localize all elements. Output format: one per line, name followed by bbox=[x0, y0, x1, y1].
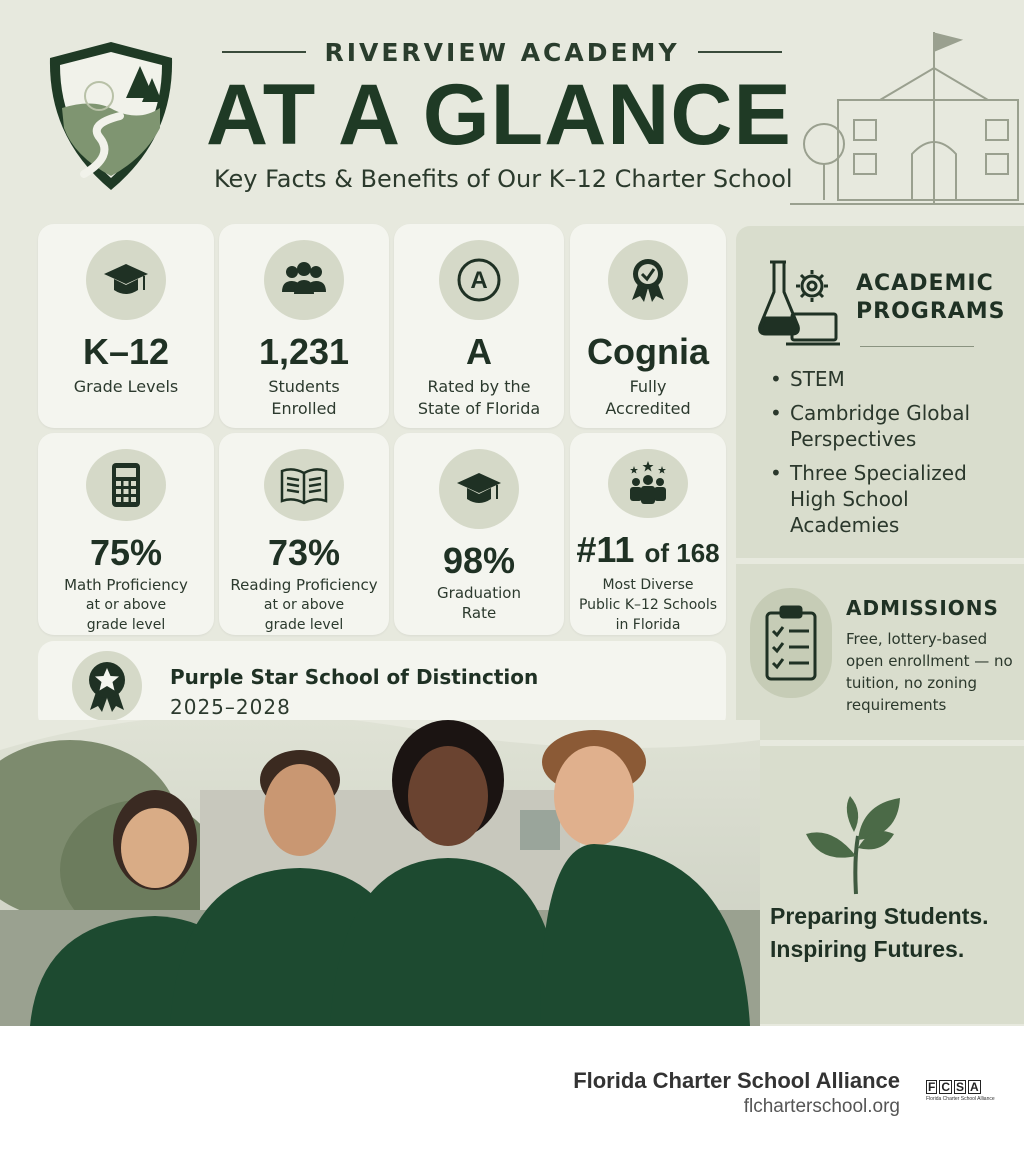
stat-value: 75% bbox=[89, 532, 163, 573]
stat-label: Grade Levels bbox=[73, 377, 179, 396]
stat-card-graduation bbox=[394, 433, 564, 635]
tagline: Preparing Students. Inspiring Futures. bbox=[770, 903, 989, 962]
logo-letter: C bbox=[941, 1080, 951, 1094]
admissions-text: Free, lottery-based open enrollment — no tuition, no zoning requirements bbox=[846, 630, 1013, 714]
stat-rank: #11 bbox=[576, 529, 635, 570]
graduation-cap-icon bbox=[86, 240, 166, 320]
stat-value: Cognia bbox=[587, 331, 709, 372]
school-crest-icon bbox=[44, 38, 178, 194]
logo-letters bbox=[926, 1080, 998, 1094]
academic-programs-panel bbox=[736, 226, 1024, 558]
logo-letter: F bbox=[928, 1080, 936, 1094]
stat-value: K–12 bbox=[82, 331, 170, 372]
stat-value: A bbox=[466, 331, 492, 372]
stat-label: Math Proficiency bbox=[64, 576, 188, 594]
stat-rank-suffix: of 168 bbox=[644, 538, 720, 568]
stat-card-grade-levels bbox=[38, 224, 214, 428]
organization-name: Florida Charter School Alliance bbox=[573, 1068, 900, 1093]
accreditation-ribbon-icon bbox=[608, 240, 688, 320]
list-item: • Three Specialized High School Academies bbox=[766, 460, 1016, 538]
people-group-icon bbox=[264, 240, 344, 320]
academic-programs-heading: ACADEMIC PROGRAMS bbox=[856, 271, 1006, 324]
open-book-icon bbox=[264, 449, 344, 521]
stat-card-math bbox=[38, 433, 214, 635]
divider bbox=[222, 51, 306, 53]
banner-title: Purple Star School of Distinction bbox=[170, 665, 539, 689]
stat-label: Students Enrolled bbox=[268, 377, 340, 418]
stat-value: 98% bbox=[442, 540, 516, 581]
stat-label: Graduation Rate bbox=[437, 584, 521, 622]
clipboard-checklist-icon bbox=[750, 588, 832, 698]
program-list bbox=[766, 366, 1016, 546]
star-medal-icon bbox=[72, 651, 142, 721]
logo-letter: S bbox=[956, 1080, 965, 1094]
page-subtitle: Key Facts & Benefits of Our K–12 Charter School bbox=[214, 165, 793, 193]
stat-value bbox=[576, 530, 719, 573]
admissions-panel bbox=[736, 564, 1024, 740]
graduation-cap-icon bbox=[439, 449, 519, 529]
stat-label: Reading Proficiency bbox=[230, 576, 378, 594]
stat-label: Rated by the State of Florida bbox=[417, 377, 541, 418]
banner-years: 2025–2028 bbox=[170, 695, 291, 719]
footer bbox=[0, 1026, 1024, 1154]
stat-card-diversity bbox=[570, 433, 726, 635]
svg-text:A: A bbox=[470, 267, 488, 294]
stat-value: 1,231 bbox=[258, 331, 350, 372]
page-title: AT A GLANCE bbox=[206, 67, 792, 163]
science-lab-icon bbox=[756, 256, 842, 348]
stat-value: 73% bbox=[267, 532, 341, 573]
stat-card-state-rating bbox=[394, 224, 564, 428]
stat-card-students bbox=[219, 224, 389, 428]
list-item: • STEM bbox=[766, 366, 1016, 392]
school-name: RIVERVIEW ACADEMY bbox=[324, 37, 680, 67]
divider bbox=[860, 346, 974, 347]
list-item: • Cambridge Global Perspectives bbox=[766, 400, 1016, 452]
fcsa-logo bbox=[926, 1080, 998, 1106]
stat-sublabel: at or above grade level bbox=[263, 597, 345, 633]
divider bbox=[698, 51, 782, 53]
tagline-panel bbox=[736, 746, 1024, 1024]
stat-label: Most Diverse Public K–12 Schools in Florida bbox=[578, 577, 718, 633]
distinction-banner bbox=[38, 641, 726, 731]
diverse-group-icon bbox=[608, 449, 688, 518]
logo-letter: A bbox=[970, 1080, 979, 1094]
calculator-icon bbox=[86, 449, 166, 521]
stat-sublabel: at or above grade level bbox=[85, 597, 167, 633]
school-building-icon bbox=[790, 24, 1024, 220]
stat-label: Fully Accredited bbox=[605, 377, 691, 418]
school-name-heading bbox=[222, 32, 782, 72]
admissions-heading: ADMISSIONS bbox=[846, 596, 999, 620]
stat-card-reading bbox=[219, 433, 389, 635]
logo-subtitle: Florida Charter School Alliance bbox=[926, 1096, 995, 1102]
grade-a-icon bbox=[439, 240, 519, 320]
organization-url: flcharterschool.org bbox=[743, 1096, 900, 1117]
stat-card-accreditation bbox=[570, 224, 726, 428]
sprout-icon bbox=[802, 790, 912, 900]
students-photo bbox=[0, 720, 760, 1026]
